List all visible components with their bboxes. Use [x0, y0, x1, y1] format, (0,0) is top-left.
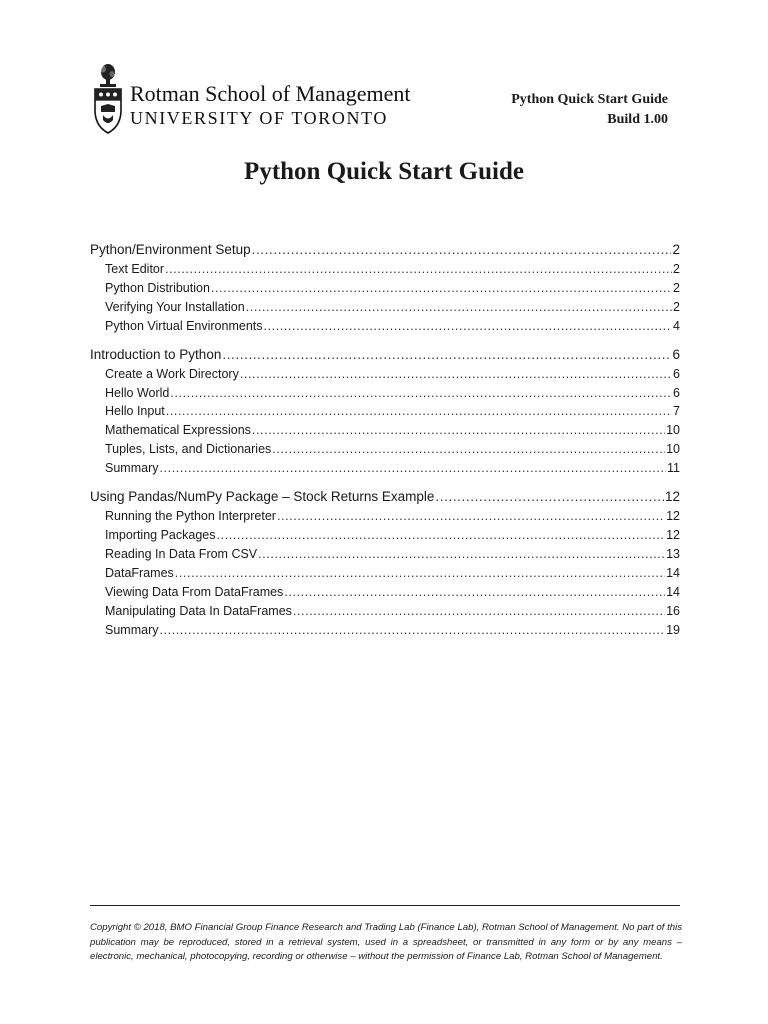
toc-subentry[interactable] [90, 621, 680, 640]
header-doc-info [511, 90, 668, 130]
toc-subentry-title: Python Virtual Environments [105, 318, 263, 333]
toc-subentry-page-number: 13 [666, 546, 680, 561]
toc-subentry[interactable] [90, 317, 680, 336]
toc-entry-title: Using Pandas/NumPy Package – Stock Returns Example [90, 489, 435, 505]
toc-entry-page-number: 12 [664, 489, 680, 505]
toc-section [90, 240, 680, 336]
dot-leader [216, 526, 665, 545]
toc-subentry-title: Create a Work Directory [105, 366, 239, 381]
toc-subentry[interactable] [90, 507, 680, 526]
toc-subentry-page-number: 2 [673, 299, 680, 314]
toc-subentry-title: Verifying Your Installation [105, 299, 245, 314]
toc-subentry-title: Viewing Data From DataFrames [105, 584, 284, 599]
toc-entry[interactable] [90, 240, 680, 260]
toc-subentry[interactable] [90, 260, 680, 279]
toc-section [90, 345, 680, 478]
toc-subentry-page-number: 11 [667, 461, 680, 476]
dot-leader [240, 365, 672, 384]
toc-subentry-page-number: 16 [666, 603, 680, 618]
dot-leader [175, 564, 665, 583]
dot-leader [252, 421, 665, 440]
logo-school-name: Rotman School of Management [130, 81, 411, 106]
toc-subentry-title: Summary [105, 461, 159, 476]
toc-subentry-title: Text Editor [105, 262, 165, 276]
footer-divider [90, 905, 680, 906]
toc-subentry[interactable] [90, 564, 680, 583]
dot-leader [159, 459, 666, 478]
toc-subentry-page-number: 2 [673, 280, 680, 295]
toc-subentry-title: DataFrames [105, 565, 174, 580]
toc-subentry-page-number: 12 [666, 527, 680, 542]
logo-university-name: UNIVERSITY OF TORONTO [130, 108, 388, 128]
toc-subentry-title: Hello World [105, 385, 170, 400]
toc-subentry-title: Mathematical Expressions [105, 423, 251, 438]
toc-subentry-page-number: 10 [666, 442, 680, 457]
toc-subentry[interactable] [90, 545, 680, 564]
toc-subentry[interactable] [90, 440, 680, 459]
toc-subentry-page-number: 14 [666, 565, 680, 580]
toc-subentry-page-number: 7 [673, 404, 680, 419]
toc-subentry[interactable] [90, 384, 680, 403]
toc-subentry-title: Tuples, Lists, and Dictionaries [105, 442, 272, 457]
toc-subentry-page-number: 12 [666, 509, 680, 524]
toc-subentry-page-number: 2 [673, 262, 680, 276]
toc-entry[interactable] [90, 487, 680, 507]
toc-subentry[interactable] [90, 583, 680, 602]
toc-entry-title: Python/Environment Setup [90, 242, 251, 257]
dot-leader [165, 260, 672, 279]
toc-subentry-title: Importing Packages [105, 527, 216, 542]
toc-subentry-title: Hello Input [105, 404, 165, 419]
dot-leader [252, 240, 672, 260]
dot-leader [284, 583, 665, 602]
dot-leader [159, 621, 665, 640]
toc-subentry-page-number: 10 [666, 423, 680, 438]
dot-leader [222, 345, 671, 365]
header-build: Build 1.00 [607, 112, 668, 127]
toc-subentry-title: Reading In Data From CSV [105, 546, 258, 561]
toc-subentry-page-number: 6 [673, 366, 680, 381]
toc-subentry[interactable] [90, 421, 680, 440]
dot-leader [258, 545, 665, 564]
toc-subentry[interactable] [90, 402, 680, 421]
toc-subentry[interactable] [90, 365, 680, 384]
toc-subentry-title: Python Distribution [105, 280, 210, 295]
dot-leader [166, 402, 672, 421]
dot-leader [277, 507, 665, 526]
toc-subentry-title: Summary [105, 622, 159, 637]
toc-entry-page-number: 6 [672, 346, 680, 362]
toc-subentry[interactable] [90, 298, 680, 317]
toc-subentry[interactable] [90, 459, 680, 478]
toc-entry-page-number: 2 [672, 242, 680, 257]
header-doc-label: Python Quick Start Guide [511, 92, 668, 107]
toc-subentry-title: Running the Python Interpreter [105, 509, 276, 524]
rotman-logo [92, 60, 412, 140]
toc-subentry-page-number: 14 [666, 584, 680, 599]
dot-leader [211, 279, 672, 298]
toc-subentry[interactable] [90, 279, 680, 298]
toc-subentry[interactable] [90, 602, 680, 621]
dot-leader [272, 440, 665, 459]
dot-leader [293, 602, 665, 621]
copyright-notice: Copyright © 2018, BMO Financial Group Finance Research and Trading Lab (Finance Lab), Rotman School of Management. No part of this publication may be reproduced, stored in a retrieval system, used in a spreadsheet, or transmitted in any form or by any means – electronic, mechanical, photocopying, recording or otherwise – without the permission of Finance Lab, Rotman School of Management. [90, 922, 682, 963]
toc-subentry-title: Manipulating Data In DataFrames [105, 603, 292, 618]
dot-leader [264, 317, 673, 336]
page-title: Python Quick Start Guide [244, 158, 524, 185]
dot-leader [246, 298, 672, 317]
toc-subentry-page-number: 4 [673, 318, 680, 333]
toc-entry[interactable] [90, 345, 680, 365]
university-crest-icon [92, 60, 124, 140]
toc-subentry[interactable] [90, 526, 680, 545]
toc-section [90, 487, 680, 639]
dot-leader [435, 487, 664, 507]
table-of-contents [90, 240, 680, 648]
toc-entry-title: Introduction to Python [90, 346, 222, 362]
dot-leader [170, 384, 672, 403]
toc-subentry-page-number: 6 [673, 385, 680, 400]
toc-subentry-page-number: 19 [666, 622, 680, 637]
